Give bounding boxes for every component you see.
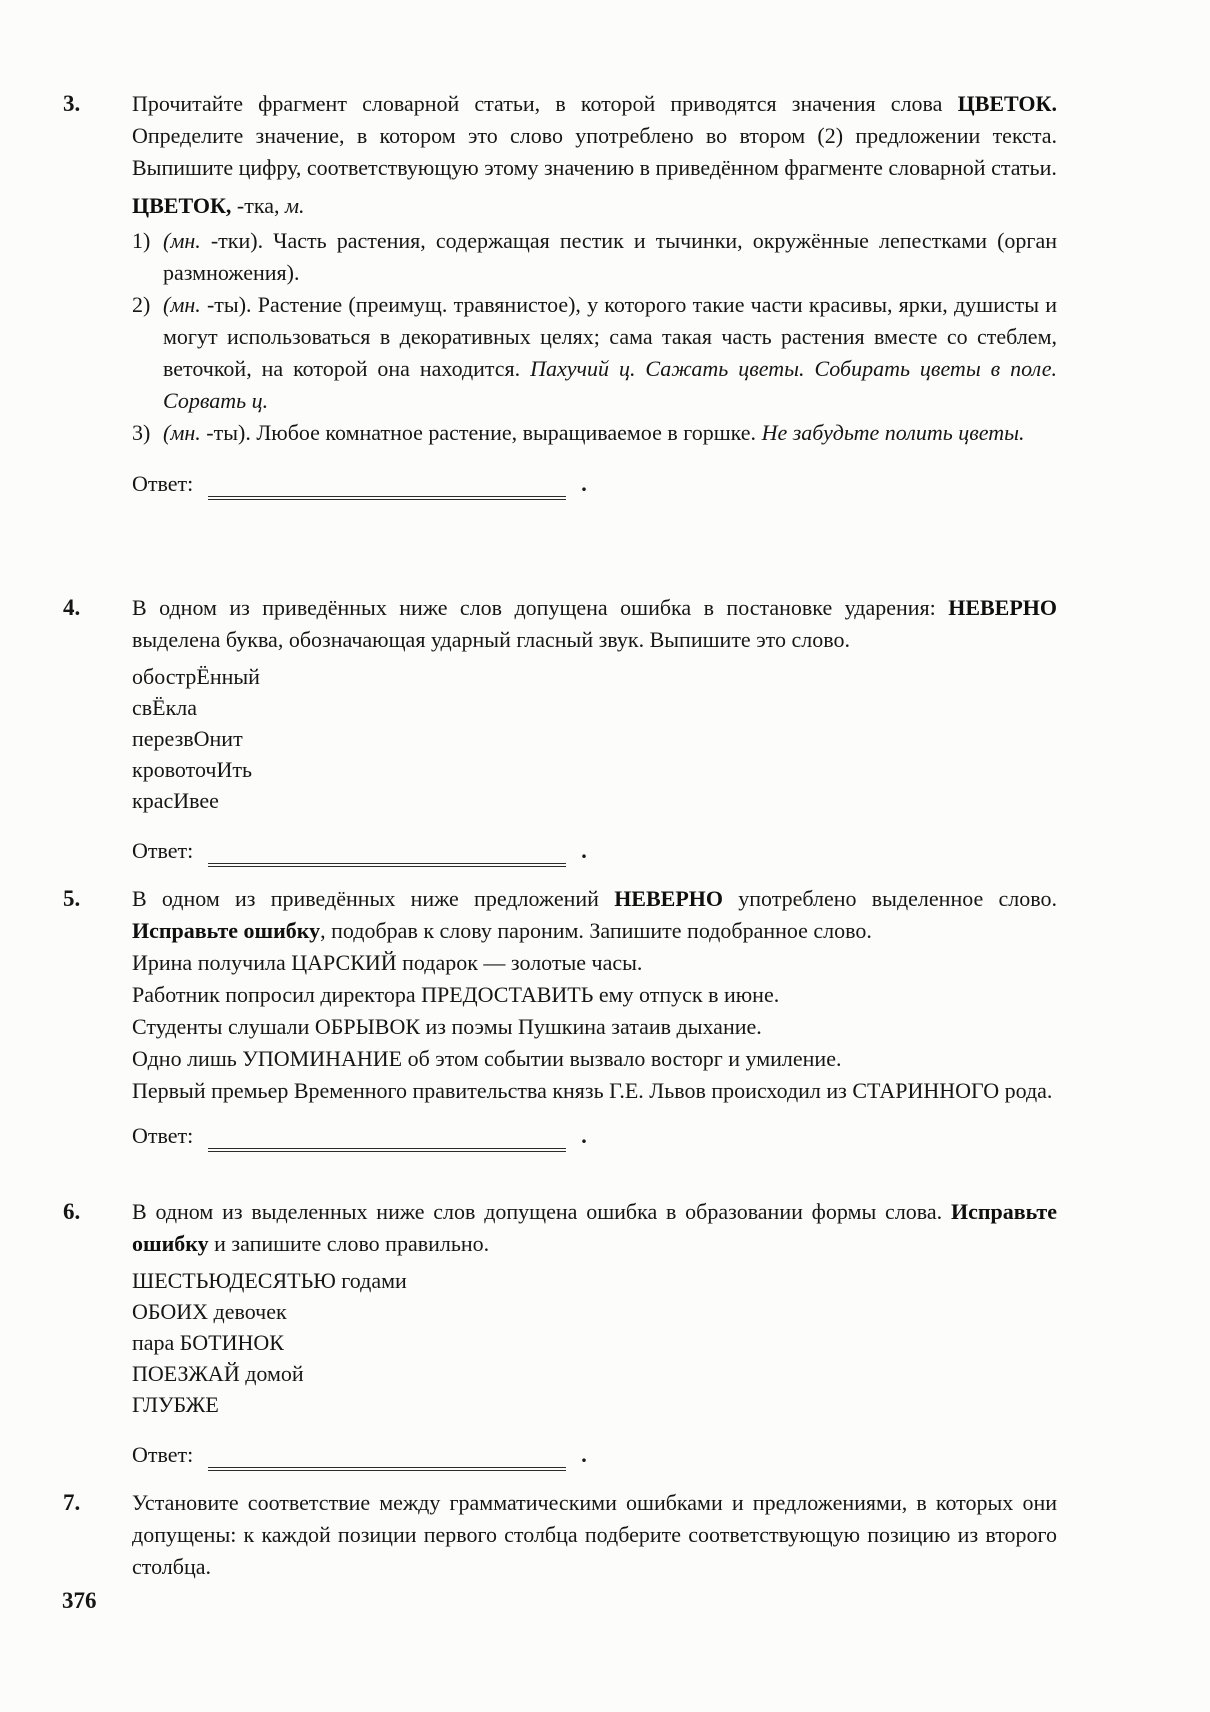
grammar-mark: (мн.	[163, 228, 201, 253]
text-run: -ты).	[200, 420, 251, 445]
dictionary-headword	[132, 190, 1057, 222]
question-5-intro	[132, 883, 1057, 947]
answer-blank[interactable]	[208, 1126, 566, 1152]
question-6-intro	[132, 1196, 1057, 1260]
text-run: В одном из приведённых ниже предложений	[132, 886, 615, 911]
text-run: Определите значение, в котором это слово употреблено во втором (2) предложении текста. Выпишите цифру, соответствующую этому значению в приведённом фрагменте словарной статьи.	[132, 123, 1057, 180]
q4-word-options	[132, 661, 1057, 816]
question-6	[63, 1196, 1057, 1471]
question-5-number: 5.	[63, 886, 81, 911]
definition-2-marker: 2)	[132, 292, 151, 317]
word-option: свЁкла	[132, 695, 198, 720]
question-6-body	[132, 1196, 1057, 1471]
answer-label: Ответ:	[132, 1442, 194, 1467]
word-option: красИвее	[132, 788, 219, 813]
answer-label: Ответ:	[132, 471, 194, 496]
dictionary-definitions	[132, 225, 1057, 449]
text-run: , подобрав к слову пароним. Запишите подобранное слово.	[320, 918, 872, 943]
answer-row-q3	[132, 468, 1057, 500]
definition-1	[132, 225, 1057, 289]
sentence: Работник попросил директора ПРЕДОСТАВИТЬ ему отпуск в июне.	[132, 982, 780, 1007]
answer-blank[interactable]	[208, 474, 566, 500]
text-run: -ты).	[200, 292, 252, 317]
text-run: Прочитайте фрагмент словарной статьи, в которой приводятся значения слова	[132, 91, 958, 116]
sentence: Первый премьер Временного правительства князь Г.Е. Львов происходил из СТАРИННОГО рода.	[132, 1078, 1053, 1103]
answer-row-q4	[132, 835, 1057, 867]
answer-blank[interactable]	[208, 1445, 566, 1471]
definition-3-marker: 3)	[132, 420, 151, 445]
highlighted-word: Исправьте ошибку	[132, 1199, 1057, 1256]
question-6-number: 6.	[63, 1199, 81, 1224]
answer-blank[interactable]	[208, 841, 566, 867]
q5-sentences	[132, 947, 1057, 1107]
question-3	[63, 88, 1057, 500]
usage-examples: Пахучий ц. Сажать цветы. Собирать цветы в поле. Сорвать ц.	[163, 356, 1057, 413]
word-option: ГЛУБЖЕ	[132, 1392, 219, 1417]
answer-period: .	[581, 838, 587, 863]
question-4-intro	[132, 592, 1057, 656]
question-4-number: 4.	[63, 595, 81, 620]
definition-2-text	[163, 289, 1057, 417]
definition-3	[132, 417, 1057, 449]
grammar-mark: (мн.	[163, 292, 201, 317]
text-run: употреблено выделенное слово.	[722, 886, 1057, 911]
gender-mark: м.	[284, 193, 305, 218]
highlighted-word: НЕВЕРНО	[948, 595, 1057, 620]
headword-forms: -тка,	[231, 193, 285, 218]
answer-label: Ответ:	[132, 838, 194, 863]
answer-row-q6	[132, 1439, 1057, 1471]
question-7-number: 7.	[63, 1490, 81, 1515]
text-run: Растение (преимущ. травянистое), у которого такие части красивы, ярки, душисты и могут использоваться в декоративных целях; сама такая часть растения вместе со стеблем, веточкой, на которой она находится.	[163, 292, 1057, 381]
word-option: перезвОнит	[132, 726, 243, 751]
question-7-body	[132, 1487, 1057, 1583]
usage-examples: Не забудьте полить цветы.	[761, 420, 1025, 445]
word-option: обострЁнный	[132, 664, 260, 689]
question-7-text: Установите соответствие между грамматическими ошибками и предложениями, в которых они допущены: к каждой позиции первого столбца подберите соответствующую позицию из второго столбца.	[132, 1490, 1057, 1579]
question-7	[63, 1487, 1057, 1583]
definition-3-text	[163, 417, 1057, 449]
question-3-intro	[132, 88, 1057, 184]
word-option: ПОЕЗЖАЙ домой	[132, 1361, 304, 1386]
highlighted-word: ЦВЕТОК.	[957, 91, 1057, 116]
text-run: выделена буква, обозначающая ударный гласный звук. Выпишите это слово.	[132, 627, 850, 652]
word-option: ШЕСТЬЮДЕСЯТЬЮ годами	[132, 1268, 407, 1293]
text-run: В одном из выделенных ниже слов допущена ошибка в образовании формы слова.	[132, 1199, 951, 1224]
question-5-body	[132, 883, 1057, 1152]
grammar-mark: (мн.	[163, 420, 201, 445]
word-option: ОБОИХ девочек	[132, 1299, 287, 1324]
definition-2	[132, 289, 1057, 417]
highlighted-word: Исправьте ошибку	[132, 918, 321, 943]
answer-row-q5	[132, 1120, 1057, 1152]
question-4	[63, 592, 1057, 867]
page-number: 376	[62, 1588, 97, 1613]
definition-1-text	[163, 225, 1057, 289]
answer-period: .	[581, 1442, 587, 1467]
word-option: кровоточИть	[132, 757, 252, 782]
text-run: -тки).	[200, 228, 264, 253]
question-4-body	[132, 592, 1057, 867]
sentence: Ирина получила ЦАРСКИЙ подарок — золотые часы.	[132, 950, 643, 975]
text-run: Часть растения, содержащая пестик и тычинки, окружённые лепестками (орган размножения).	[163, 228, 1057, 285]
text-run: В одном из приведённых ниже слов допущена ошибка в постановке ударения:	[132, 595, 949, 620]
answer-period: .	[581, 1123, 587, 1148]
definition-1-marker: 1)	[132, 228, 151, 253]
answer-period: .	[581, 471, 587, 496]
word-option: пара БОТИНОК	[132, 1330, 284, 1355]
answer-label: Ответ:	[132, 1123, 194, 1148]
text-run: и запишите слово правильно.	[208, 1231, 490, 1256]
sentence: Одно лишь УПОМИНАНИЕ об этом событии вызвало восторг и умиление.	[132, 1046, 842, 1071]
text-run: Любое комнатное растение, выращиваемое в горшке.	[250, 420, 762, 445]
question-3-body	[132, 88, 1057, 500]
q6-word-options	[132, 1265, 1057, 1420]
sentence: Студенты слушали ОБРЫВОК из поэмы Пушкина затаив дыхание.	[132, 1014, 762, 1039]
question-3-number: 3.	[63, 91, 81, 116]
question-5	[63, 883, 1057, 1152]
highlighted-word: НЕВЕРНО	[614, 886, 723, 911]
headword: ЦВЕТОК,	[132, 193, 232, 218]
